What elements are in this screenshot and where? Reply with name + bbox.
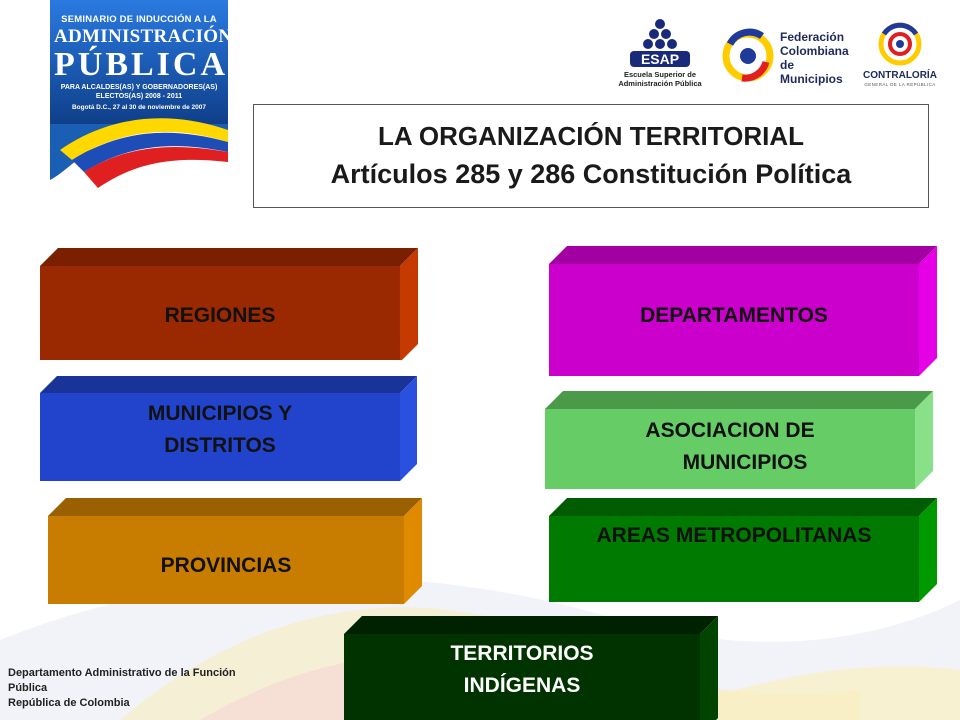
- title-box: [253, 104, 929, 208]
- esap-emblem-icon: [608, 18, 712, 70]
- block-territorios-indigenas-label-line-1: TERRITORIOS: [450, 642, 594, 665]
- footer-line-3: República de Colombia: [8, 697, 130, 709]
- esap-caption: [608, 70, 712, 88]
- fcm-line-1: Federación: [780, 30, 845, 44]
- esap-caption-line-2: Administración Pública: [618, 79, 702, 88]
- block-municipios-distritos-label: [40, 398, 400, 462]
- areas-top-face: [549, 498, 937, 516]
- contraloria-logo: [858, 22, 942, 90]
- block-territorios-indigenas-label-line-2: INDÍGENAS: [463, 674, 581, 697]
- provincias-side-face: [404, 498, 422, 604]
- fcm-emblem-icon: [722, 26, 778, 86]
- regiones-top-face: [40, 248, 418, 266]
- seminar-line-4: [56, 83, 222, 101]
- block-departamentos-label: [549, 300, 919, 332]
- departamentos-top-face: [549, 246, 937, 264]
- contraloria-emblem-icon: [858, 22, 942, 68]
- seminar-line-1: SEMINARIO DE INDUCCIÓN A LA: [61, 14, 217, 25]
- block-municipios-distritos: [40, 376, 417, 481]
- fcm-line-2: Colombiana: [780, 44, 849, 58]
- block-municipios-distritos-label-line-2: DISTRITOS: [164, 434, 276, 457]
- territorios-side-face: [700, 616, 718, 720]
- municipios-side-face: [400, 376, 417, 481]
- block-regiones-label: [40, 300, 400, 332]
- asociacion-top-face: [545, 391, 933, 409]
- territorios-top-face: [344, 616, 718, 634]
- block-asociacion-municipios: [545, 391, 933, 489]
- municipios-top-face: [40, 376, 417, 393]
- seminar-line-5: Bogotá D.C., 27 al 30 de noviembre de 2007: [71, 104, 207, 111]
- fcm-text: [780, 30, 850, 86]
- block-territorios-indigenas-label: [344, 638, 700, 702]
- seminar-line-4a: PARA ALCALDES(AS) Y GOBERNADORES(AS): [60, 84, 218, 91]
- block-areas-metropolitanas-label-line-1: AREAS METROPOLITANAS: [596, 524, 872, 547]
- seminar-logo: [50, 0, 233, 190]
- block-provincias-label-line-1: PROVINCIAS: [160, 554, 292, 577]
- contraloria-text: CONTRALORÍA: [863, 70, 937, 81]
- block-provincias-label: [48, 550, 404, 582]
- footer: [8, 666, 298, 711]
- block-asociacion-municipios-label: [545, 415, 915, 479]
- regiones-side-face: [400, 248, 418, 360]
- block-territorios-indigenas: [344, 616, 718, 720]
- areas-side-face: [919, 498, 937, 602]
- block-departamentos: [549, 246, 937, 376]
- title-line-2: Artículos 285 y 286 Constitución Política: [330, 159, 852, 189]
- esap-wordmark: ESAP: [640, 51, 680, 67]
- departamentos-side-face: [919, 246, 937, 376]
- footer-line-2: Pública: [8, 682, 48, 694]
- contraloria-subtext: GENERAL DE LA REPÚBLICA: [864, 82, 936, 87]
- block-regiones-label-line-1: REGIONES: [164, 304, 276, 327]
- seminar-line-2: ADMINISTRACIÓN: [54, 26, 233, 47]
- block-regiones: [40, 248, 418, 360]
- esap-logo: [608, 18, 712, 98]
- block-asociacion-municipios-label-line-2: MUNICIPIOS: [682, 451, 808, 474]
- block-departamentos-label-line-1: DEPARTAMENTOS: [640, 304, 828, 327]
- footer-line-1: Departamento Administrativo de la Función: [8, 667, 236, 679]
- block-areas-metropolitanas: [549, 498, 937, 602]
- block-provincias: [48, 498, 422, 604]
- block-municipios-distritos-label-line-1: MUNICIPIOS Y: [147, 402, 293, 425]
- seminar-line-3: PÚBLICA: [54, 46, 229, 83]
- block-areas-metropolitanas-label: [549, 520, 919, 552]
- fcm-logo: [722, 26, 850, 86]
- block-asociacion-municipios-label-line-1: ASOCIACION DE: [645, 419, 815, 442]
- title-line-1: LA ORGANIZACIÓN TERRITORIAL: [377, 121, 805, 151]
- seminar-line-4b: ELECTOS(AS) 2008 - 2011: [95, 93, 183, 100]
- fcm-line-3: de Municipios: [780, 58, 843, 86]
- esap-caption-line-1: Escuela Superior de: [623, 70, 697, 79]
- provincias-top-face: [48, 498, 422, 516]
